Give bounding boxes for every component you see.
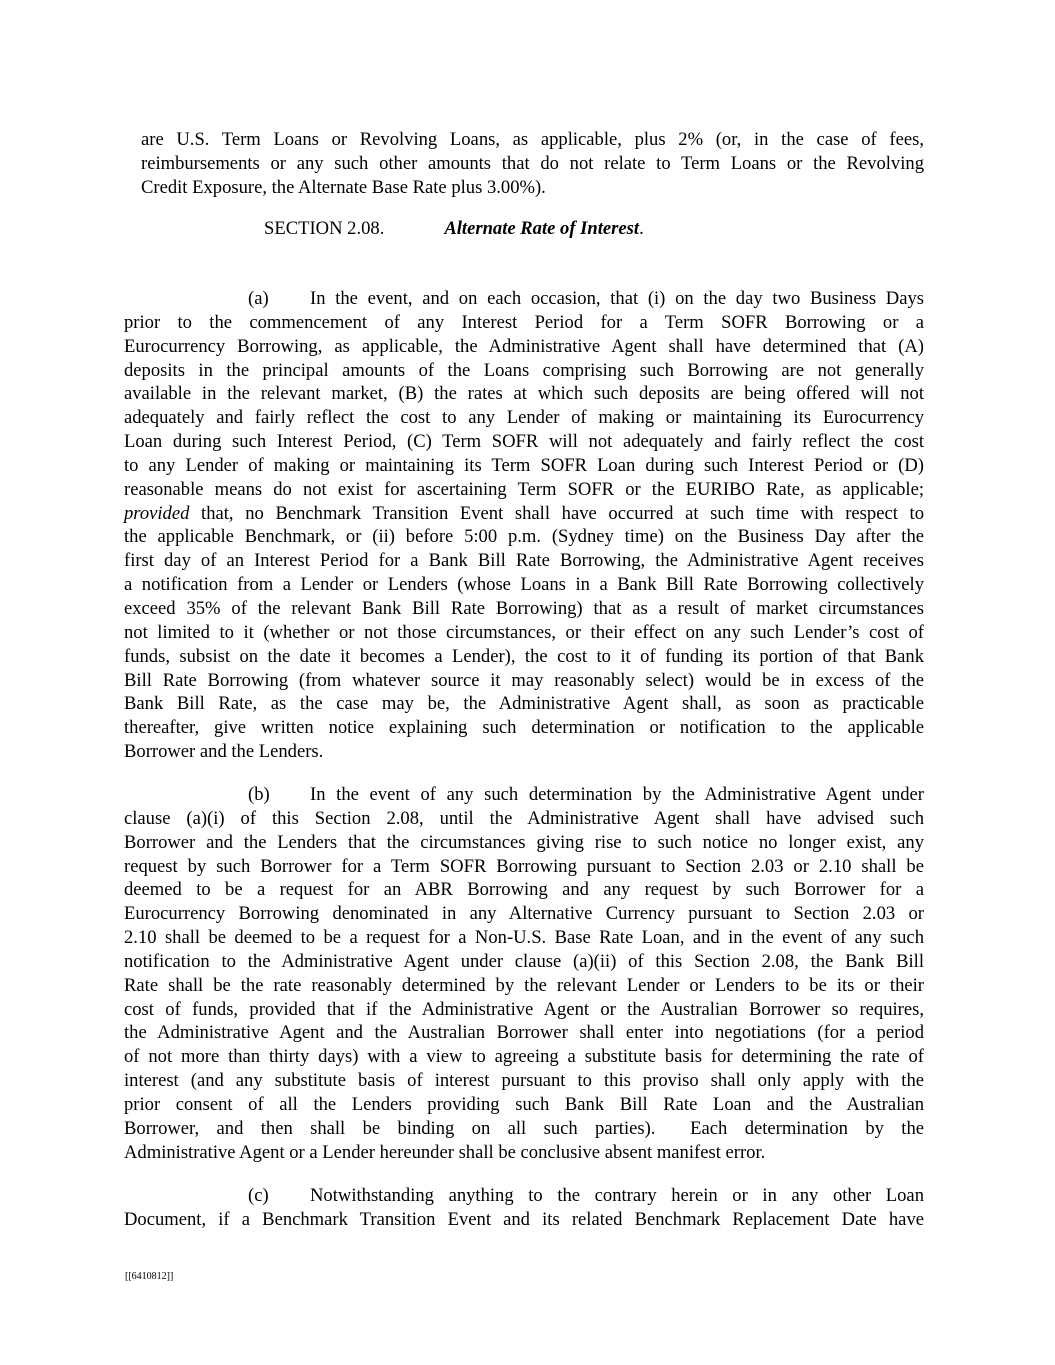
text-line: first day of an Interest Period for a Bank Bill Rate Borrowing, the Administrative Agent receives: [124, 550, 924, 572]
paragraph-label: (c): [248, 1185, 269, 1206]
text-line: clause (a)(i) of this Section 2.08, until the Administrative Agent shall have advised such: [124, 807, 924, 829]
text-line: (b) In the event of any such determination by the Administrative Agent under: [248, 784, 924, 805]
text-line: Borrower and the Lenders.: [124, 741, 324, 763]
text-line: Rate shall be the rate reasonably determined by the relevant Lender or Lenders to be its or their: [124, 974, 924, 996]
text-line: Eurocurrency Borrowing, as applicable, the Administrative Agent shall have determined that (A): [124, 335, 924, 357]
text-line: cost of funds, provided that if the Administrative Agent or the Australian Borrower so requires,: [124, 998, 924, 1020]
text-line: available in the relevant market, (B) the rates at which such deposits are being offered will not: [124, 383, 924, 405]
text-line: Document, if a Benchmark Transition Event and its related Benchmark Replacement Date have: [124, 1208, 924, 1230]
paragraph-label: (a): [248, 288, 269, 309]
text-line: request by such Borrower for a Term SOFR Borrowing pursuant to Section 2.03 or 2.10 shall be: [124, 855, 924, 877]
text-line: Bank Bill Rate, as the case may be, the Administrative Agent shall, as soon as practicable: [124, 693, 924, 715]
text-line: Bill Rate Borrowing (from whatever source it may reasonably select) would be in excess of the: [124, 669, 924, 691]
text-line: deposits in the principal amounts of the Loans comprising such Borrowing are not generally: [124, 359, 924, 381]
section-heading: [264, 217, 644, 241]
text-line: adequately and fairly reflect the cost to any Lender of making or maintaining its Eurocurrency: [124, 407, 924, 429]
paragraph-b: [124, 783, 924, 1165]
text-line: 2.10 shall be deemed to be a request for a Non-U.S. Base Rate Loan, and in the event of any such: [124, 927, 924, 949]
text-line: Eurocurrency Borrowing denominated in any Alternative Currency pursuant to Section 2.03 or: [124, 903, 924, 925]
provided-term: provided: [124, 502, 190, 524]
text-line: reasonable means do not exist for ascertaining Term SOFR or the EURIBO Rate, as applicable;: [124, 478, 924, 500]
section-title-suffix: .: [639, 218, 644, 239]
text-line: prior to the commencement of any Interest Period for a Term SOFR Borrowing or a: [124, 311, 924, 333]
text-line: exceed 35% of the relevant Bank Bill Rate Borrowing) that as a result of market circumstances: [124, 597, 924, 619]
text-line: Administrative Agent or a Lender hereunder shall be conclusive absent manifest error.: [124, 1141, 766, 1163]
text-line: notification to the Administrative Agent under clause (a)(ii) of this Section 2.08, the Bank Bill: [124, 950, 924, 972]
text-line: reimbursements or any such other amounts that do not relate to Term Loans or the Revolving: [141, 152, 924, 174]
document-id-footer: [[6410812]]: [125, 1271, 174, 1282]
text-line: Borrower and the Lenders that the circumstances giving rise to such notice no longer exist, any: [124, 831, 924, 853]
paragraph-c: [124, 1184, 924, 1232]
paragraph-label: (b): [248, 784, 270, 805]
text-line: Loan during such Interest Period, (C) Term SOFR will not adequately and fairly reflect the cost: [124, 431, 924, 453]
text-line: Credit Exposure, the Alternate Base Rate plus 3.00%).: [141, 176, 546, 198]
text-line: are U.S. Term Loans or Revolving Loans, as applicable, plus 2% (or, in the case of fees,: [141, 129, 924, 150]
text-line: (c) Notwithstanding anything to the contrary herein or in any other Loan: [248, 1185, 924, 1206]
text-line: the applicable Benchmark, or (ii) before 5:00 p.m. (Sydney time) on the Business Day after the: [124, 526, 924, 548]
continuation-paragraph: [141, 128, 924, 200]
text-line: prior consent of all the Lenders providing such Bank Bill Rate Loan and the Australian: [124, 1093, 924, 1115]
text-line: deemed to be a request for an ABR Borrowing and any request by such Borrower for a: [124, 879, 924, 901]
text-line: Borrower, and then shall be binding on all such parties). Each determination by the: [124, 1117, 924, 1139]
text-line: thereafter, give written notice explaining such determination or notification to the applicable: [124, 717, 924, 739]
text-line: provided that, no Benchmark Transition Event shall have occurred at such time with respect to: [124, 502, 924, 524]
text-line: to any Lender of making or maintaining its Term SOFR Loan during such Interest Period or (D): [124, 454, 924, 476]
text-line: (a) In the event, and on each occasion, that (i) on the day two Business Days: [248, 288, 924, 309]
paragraph-a: [124, 287, 924, 764]
text-line: of not more than thirty days) with a view to agreeing a substitute basis for determining the rate of: [124, 1046, 924, 1068]
text-line: funds, subsist on the date it becomes a Lender), the cost to it of funding its portion of that Bank: [124, 645, 924, 667]
text-line: a notification from a Lender or Lenders (whose Loans in a Bank Bill Rate Borrowing collectively: [124, 574, 924, 596]
text-line: interest (and any substitute basis of interest pursuant to this proviso shall only apply with the: [124, 1070, 924, 1092]
text-line: the Administrative Agent and the Australian Borrower shall enter into negotiations (for a period: [124, 1022, 924, 1044]
text-line: not limited to it (whether or not those circumstances, or their effect on any such Lender’s cost of: [124, 621, 924, 643]
section-title: Alternate Rate of Interest: [444, 218, 640, 239]
section-number: SECTION 2.08.: [264, 218, 385, 239]
